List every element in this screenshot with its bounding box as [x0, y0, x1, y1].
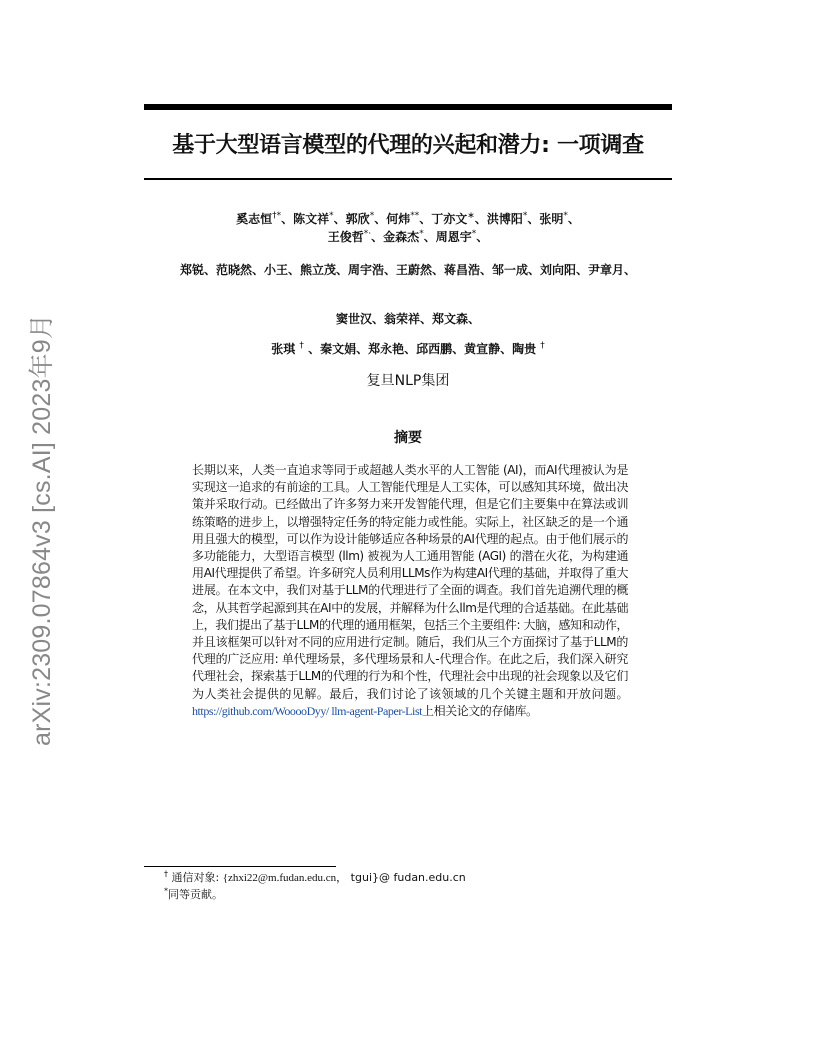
- footnote-label: 通信对象:: [171, 871, 223, 884]
- affiliation: 复旦NLP集团: [366, 373, 450, 389]
- author-mark: *: [563, 211, 568, 221]
- footnote-mark: †: [164, 869, 168, 879]
- footnote-email-2: tgui}@ fudan.edu.cn: [350, 871, 466, 884]
- author-name: 洪博阳: [486, 212, 523, 226]
- footnote-email-1: {zhxi22@m.fudan.edu.cn，: [222, 872, 348, 884]
- author-mark: ∗: [467, 211, 475, 221]
- author-mark: **: [410, 211, 420, 221]
- abstract-text: 长期以来，人类一直追求等同于或超越人类水平的人工智能 (AI)，而AI代理被认为是实现这一追求的有前途的工具。人工智能代理是人工实体，可以感知其环境，做出决策并采取行动。已经做出了许多努力来开发智能代理，但是它们主要集中在算法或训练策略的进步上，以增强特定任务的特定能力或性能。实际上，社区缺乏的是一个通用且强大的模型，可以作为设计能够适应各种场景的AI代理的起点。由于他们展示的多功能能力，大型语言模型 (llm) 被视为人工通用智能 (AGI) 的潜在火花，为构建通用AI代理提供了希望。许多研究人员利用LLMs作为构建AI代理的基础，并取得了重大进展。在本文中，我们对基于LLM的代理进行了全面的调查。我们首先追溯代理的概念，从其哲学起源到其在AI中的发展，并解释为什么llm是代理的合适基础。在此基础上，我们提出了基于LLM的代理的通用框架，包括三个主要组件: 大脑，感知和动作，并且该框架可以针对不同的应用进行定制。随后，我们从三个方面探讨了基于LLM的代理的广泛应用: 单代理场景，多代理场景和人-代理合作。在此之后，我们深入研究代理社会，探索基于LLM的代理的行为和个性，代理社会中出现的社会现象以及它们为人类社会提供的见解。最后，我们讨论了该领域的几个关键主题和开放问题。: [192, 463, 628, 701]
- author-name: 金森杰: [383, 230, 420, 244]
- title-rule-bottom: [144, 178, 672, 180]
- footnote-text: 同等贡献。: [168, 888, 223, 901]
- author-name: 张琪: [271, 342, 296, 356]
- author-mark: †*: [272, 211, 282, 221]
- author-mark: *: [329, 211, 334, 221]
- author-mark: †: [299, 341, 304, 351]
- author-line-1: 奚志恒†*、陈文祥*、郭欣*、何炜**、丁亦文∗、洪博阳*、张明*、: [236, 211, 580, 226]
- abstract-heading: 摘要: [394, 430, 422, 446]
- author-mark: †: [540, 341, 545, 351]
- author-mark: *: [471, 229, 477, 239]
- author-mark: *: [419, 229, 424, 239]
- author-name: 郭欣: [345, 212, 370, 226]
- author-mark: *·: [363, 229, 372, 239]
- author-name: 何炜: [386, 212, 411, 226]
- author-block-2: 郑锐、范晓然、小王、熊立茂、周宇浩、王蔚然、蒋昌浩、邹一成、刘向阳、尹章月、: [179, 263, 636, 277]
- author-line-2: 王俊哲*·、金森杰*、周恩宇*、: [327, 229, 489, 244]
- author-name: 周恩宇: [435, 230, 472, 244]
- footnote-equal-contribution: [164, 886, 223, 902]
- footnote-rule: [144, 866, 336, 867]
- abstract-tail: 上相关论文的存储库。: [422, 703, 538, 718]
- author-block-4: [170, 340, 646, 358]
- author-block-3: 窦世汉、翁荣祥、郑文森、: [335, 312, 480, 326]
- abstract-body: [192, 462, 628, 720]
- author-name: 丁亦文: [431, 212, 468, 226]
- author-block-1: [170, 210, 646, 246]
- author-mark: *: [369, 211, 375, 221]
- author-names: 、秦文娟、郑永艳、邱西鹏、黄宣静、陶贵: [308, 342, 537, 356]
- footnote-mark: *: [164, 886, 168, 896]
- footnote-correspondence: [164, 869, 466, 885]
- title-rule-top: [144, 104, 672, 110]
- author-name: 奚志恒: [236, 212, 273, 226]
- author-name: 王俊哲: [327, 230, 364, 244]
- repository-link[interactable]: https://github.com/WooooDyy/ llm-agent-Paper-List: [192, 703, 423, 718]
- author-name: 陈文祥: [293, 212, 330, 226]
- paper-title: 基于大型语言模型的代理的兴起和潜力: 一项调查: [172, 133, 644, 158]
- arxiv-identifier: arXiv:2309.07864v3 [cs.AI] 2023年9月: [28, 313, 56, 746]
- author-mark: *: [522, 211, 528, 221]
- author-name: 张明: [539, 212, 564, 226]
